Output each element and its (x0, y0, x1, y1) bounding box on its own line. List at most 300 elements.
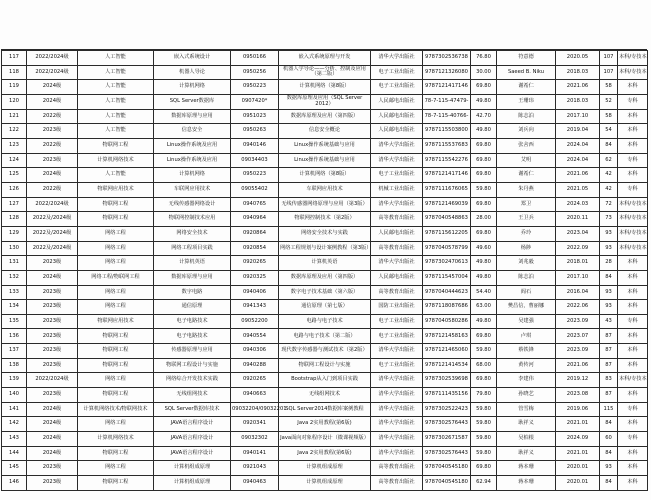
cell-author: 朱丹燕 (497, 182, 556, 197)
cell-major: 人工智能 (78, 94, 154, 109)
cell-price: 59.80 (471, 402, 497, 417)
table-row (2, 182, 648, 197)
cell-course: 计算机英语 (154, 256, 231, 271)
cell-no: 131 (2, 256, 27, 271)
cell-author: 蔡铁锋 (497, 344, 556, 359)
cell-publisher: 电子工业出版社 (371, 168, 423, 183)
cell-major: 物联网工程 (78, 197, 154, 212)
cell-author: 符意德 (497, 51, 556, 66)
cell-publisher: 高等教育出版社 (371, 461, 423, 476)
cell-c: 87 (600, 344, 618, 359)
cell-major: 物联网工程 (78, 388, 154, 403)
cell-grade: 2022级 (27, 182, 78, 197)
cell-book: Java面向对象程序设计（微课视频版） (279, 432, 371, 447)
table-row (2, 197, 648, 212)
cell-type: 本科 (618, 461, 648, 476)
cell-author: 艾明 (497, 153, 556, 168)
cell-price: 59.80 (471, 432, 497, 447)
cell-course: 数据库原理与应用 (154, 270, 231, 285)
cell-book: 无线传感器网络原理与应用（第3版） (279, 197, 371, 212)
cell-major: 计算机网络技术/物联网技术 (78, 402, 154, 417)
cell-book: 计算机组成原理 (279, 476, 371, 491)
cell-code: 0940964 (231, 212, 279, 227)
cell-major: 网络工程 (78, 461, 154, 476)
cell-isbn: 9787115503800 (423, 124, 471, 139)
cell-publisher: 清华大学出版社 (371, 197, 423, 212)
cell-isbn: 9787302536738 (423, 51, 471, 66)
cell-code: 0950263 (231, 124, 279, 139)
cell-publisher: 高等教育出版社 (371, 241, 423, 256)
cell-no: 146 (2, 476, 27, 491)
cell-grade: 2022及/2024级 (27, 212, 78, 227)
cell-grade: 2024级 (27, 80, 78, 95)
cell-publisher: 国防工业出版社 (371, 300, 423, 315)
cell-course: 信息安全 (154, 124, 231, 139)
cell-price: 69.80 (471, 153, 497, 168)
cell-c: 42 (600, 168, 618, 183)
cell-date: 2018.03 (556, 65, 600, 80)
cell-date: 2021.01 (556, 446, 600, 461)
cell-author: 耿祥义 (497, 446, 556, 461)
cell-grade: 2022/2024级 (27, 65, 78, 80)
cell-grade: 2024级 (27, 432, 78, 447)
cell-course: SQL Server数据库 (154, 94, 231, 109)
cell-book: 网络工程规划与设计案例教程（第3版） (279, 241, 371, 256)
cell-code: 0940306 (231, 344, 279, 359)
cell-grade: 2022/2024级 (27, 51, 78, 66)
cell-major: 网络工程 (78, 417, 154, 432)
cell-c: 42 (600, 182, 618, 197)
cell-code: 0920341 (231, 417, 279, 432)
cell-code: 0920864 (231, 226, 279, 241)
cell-publisher: 清华大学出版社 (371, 402, 423, 417)
table-row (2, 80, 648, 95)
cell-type: 本科 (618, 417, 648, 432)
cell-major: 物联网工程 (78, 344, 154, 359)
cell-major: 人工智能 (78, 168, 154, 183)
cell-major: 人工智能 (78, 51, 154, 66)
cell-type: 本科 (618, 138, 648, 153)
cell-isbn: 9787118087686 (423, 300, 471, 315)
cell-price: 69.80 (471, 329, 497, 344)
cell-book: 数据库原理及应用（第四版） (279, 109, 371, 124)
cell-date: 2020.01 (556, 476, 600, 491)
cell-type: 本科/专技本 (618, 212, 648, 227)
cell-isbn: 9787302576443 (423, 446, 471, 461)
cell-price: 49.80 (471, 314, 497, 329)
cell-date: 2018.01 (556, 256, 600, 271)
cell-author: 黄传河 (497, 358, 556, 373)
cell-code: 09032204/09032201 (231, 402, 279, 417)
cell-date: 2023.09 (556, 344, 600, 359)
cell-type: 本科 (618, 476, 648, 491)
cell-course: 计算机网络 (154, 80, 231, 95)
cell-grade: 2024级 (27, 446, 78, 461)
table-row (2, 432, 648, 447)
cell-no: 121 (2, 109, 27, 124)
cell-grade: 2024级 (27, 94, 78, 109)
cell-author: 刘兆毅 (497, 256, 556, 271)
table-row (2, 446, 648, 461)
cell-major: 物联网工程 (78, 358, 154, 373)
cell-price: 59.80 (471, 182, 497, 197)
cell-isbn: 9787302522423 (423, 402, 471, 417)
cell-c: 54 (600, 124, 618, 139)
cell-course: 通信原理 (154, 300, 231, 315)
table-row (2, 402, 648, 417)
cell-isbn: 9787121469039 (423, 197, 471, 212)
cell-publisher: 高等教育出版社 (371, 212, 423, 227)
cell-c: 58 (600, 109, 618, 124)
cell-grade: 2024级 (27, 270, 78, 285)
cell-grade: 2023级 (27, 300, 78, 315)
cell-no: 143 (2, 432, 27, 447)
cell-isbn: 9787040578799 (423, 241, 471, 256)
cell-course: 计算机网络 (154, 168, 231, 183)
table-row (2, 256, 648, 271)
cell-publisher: 人民邮电出版社 (371, 270, 423, 285)
cell-c: 58 (600, 80, 618, 95)
cell-type: 本科 (618, 446, 648, 461)
cell-grade: 2024级 (27, 168, 78, 183)
cell-price: 28.00 (471, 212, 497, 227)
cell-code: 0921043 (231, 461, 279, 476)
cell-price: 69.80 (471, 461, 497, 476)
cell-type: 本科 (618, 109, 648, 124)
cell-c: 87 (600, 358, 618, 373)
cell-author: 吴建强 (497, 314, 556, 329)
table-row (2, 461, 648, 476)
cell-price: 49.80 (471, 124, 497, 139)
cell-major: 网络工程/物联网工程 (78, 270, 154, 285)
cell-course: 数字电路 (154, 285, 231, 300)
cell-author: 卢琪 (497, 329, 556, 344)
cell-publisher: 清华大学出版社 (371, 344, 423, 359)
cell-no: 122 (2, 124, 27, 139)
table-row (2, 270, 648, 285)
cell-isbn: 9787115537683 (423, 138, 471, 153)
cell-no: 119 (2, 80, 27, 95)
cell-date: 2019.12 (556, 373, 600, 388)
cell-code: 0951023 (231, 109, 279, 124)
cell-book: 物联网控制技术（第2版） (279, 212, 371, 227)
cell-isbn: 78-7-115-47479- (423, 94, 471, 109)
cell-book: 计算机网络（第8版） (279, 168, 371, 183)
cell-course: 计算机组成原理 (154, 461, 231, 476)
cell-course: 无线传感器网络设计 (154, 197, 231, 212)
cell-book: 信息安全概论 (279, 124, 371, 139)
cell-grade: 2023级 (27, 344, 78, 359)
cell-c: 93 (600, 300, 618, 315)
cell-book: Linux操作系统基础与应用 (279, 153, 371, 168)
cell-date: 2016.04 (556, 285, 600, 300)
cell-book: Linux操作系统基础与应用 (279, 138, 371, 153)
cell-type: 本科/专技本 (618, 241, 648, 256)
cell-grade: 2022级 (27, 138, 78, 153)
cell-book: 计算机组成原理 (279, 461, 371, 476)
cell-c: 73 (600, 212, 618, 227)
table-row (2, 124, 648, 139)
table-row (2, 285, 648, 300)
cell-major: 物联网工程 (78, 212, 154, 227)
cell-isbn: 9787040444623 (423, 285, 471, 300)
table-row (2, 358, 648, 373)
cell-code: 0941343 (231, 300, 279, 315)
table-body (2, 51, 648, 491)
cell-c: 87 (600, 388, 618, 403)
cell-c: 84 (600, 446, 618, 461)
cell-type: 本科/专技本 (618, 65, 648, 80)
cell-publisher: 高等教育出版社 (371, 476, 423, 491)
cell-no: 137 (2, 344, 27, 359)
cell-book: 机器人学导论——分析、控制及应用（第二版） (279, 65, 371, 80)
cell-code: 0950166 (231, 51, 279, 66)
table-row (2, 241, 648, 256)
cell-publisher: 人民邮电出版社 (371, 109, 423, 124)
cell-price: 59.80 (471, 344, 497, 359)
cell-code: 09052200 (231, 314, 279, 329)
cell-date: 2023.04 (556, 226, 600, 241)
cell-course: 传感器原理与应用 (154, 344, 231, 359)
cell-date: 2019.04 (556, 124, 600, 139)
cell-type: 专科 (618, 153, 648, 168)
cell-publisher: 人民邮电出版社 (371, 94, 423, 109)
cell-type: 本科 (618, 329, 648, 344)
cell-publisher: 电子工业出版社 (371, 65, 423, 80)
cell-type: 本科 (618, 300, 648, 315)
cell-grade: 2023级 (27, 153, 78, 168)
cell-code: 0940663 (231, 388, 279, 403)
cell-book: 网络安全技术与实践 (279, 226, 371, 241)
cell-price: 54.40 (471, 285, 497, 300)
cell-code: 0920265 (231, 256, 279, 271)
cell-author: 孙晓艺 (497, 388, 556, 403)
cell-price: 49.60 (471, 241, 497, 256)
table-row (2, 314, 648, 329)
cell-course: 物联网工程设计与实施 (154, 358, 231, 373)
cell-price: 63.00 (471, 300, 497, 315)
cell-code: 0950223 (231, 168, 279, 183)
cell-publisher: 清华大学出版社 (371, 388, 423, 403)
cell-type: 本科 (618, 124, 648, 139)
cell-isbn: 9787302576443 (423, 417, 471, 432)
cell-price: 69.80 (471, 373, 497, 388)
cell-author: 刘兵向 (497, 124, 556, 139)
cell-major: 物联网应用技术 (78, 182, 154, 197)
table-row (2, 94, 648, 109)
cell-course: 机器人导论 (154, 65, 231, 80)
cell-course: 数据库原理与应用 (154, 109, 231, 124)
cell-type: 本科 (618, 358, 648, 373)
cell-date: 2024.04 (556, 153, 600, 168)
cell-type: 本科 (618, 285, 648, 300)
cell-publisher: 机械工业出版社 (371, 182, 423, 197)
cell-isbn: 9787040545180 (423, 476, 471, 491)
cell-c: 115 (600, 402, 618, 417)
cell-date: 2023.07 (556, 329, 600, 344)
cell-author: 王卫兵 (497, 212, 556, 227)
cell-isbn: 9787121326080 (423, 65, 471, 80)
cell-major: 人工智能 (78, 80, 154, 95)
cell-course: JAVA语言程序设计 (154, 446, 231, 461)
cell-code: 0940146 (231, 138, 279, 153)
cell-date: 2022.06 (556, 300, 600, 315)
cell-major: 计算机网络技术 (78, 153, 154, 168)
cell-date: 2021.01 (556, 417, 600, 432)
cell-publisher: 人民邮电出版社 (371, 226, 423, 241)
cell-price: 49.80 (471, 256, 497, 271)
cell-publisher: 电子工业出版社 (371, 329, 423, 344)
cell-price: 69.80 (471, 197, 497, 212)
cell-code: 0920265 (231, 373, 279, 388)
cell-author: 李建伟 (497, 373, 556, 388)
cell-c: 93 (600, 226, 618, 241)
cell-course: 车联网应用技术 (154, 182, 231, 197)
cell-major: 网络工程 (78, 241, 154, 256)
cell-author: Saeed B. Niku (497, 65, 556, 80)
table-row (2, 373, 648, 388)
cell-type: 专科 (618, 94, 648, 109)
cell-course: 嵌入式系统设计 (154, 51, 231, 66)
cell-date: 2017.10 (556, 109, 600, 124)
cell-isbn: 9787121458163 (423, 329, 471, 344)
cell-c: 84 (600, 138, 618, 153)
cell-code: 0940141 (231, 446, 279, 461)
cell-type: 专科 (618, 432, 648, 447)
cell-price: 68.00 (471, 358, 497, 373)
cell-type: 本科 (618, 256, 648, 271)
cell-no: 136 (2, 329, 27, 344)
cell-price: 69.80 (471, 80, 497, 95)
cell-c: 84 (600, 417, 618, 432)
cell-isbn: 9787302539698 (423, 373, 471, 388)
cell-grade: 2023级 (27, 314, 78, 329)
table-row (2, 476, 648, 491)
cell-date: 2022.09 (556, 241, 600, 256)
cell-major: 网络工程 (78, 256, 154, 271)
cell-major: 网络工程 (78, 373, 154, 388)
cell-grade: 2023级 (27, 329, 78, 344)
cell-publisher: 清华大学出版社 (371, 417, 423, 432)
cell-grade: 2024级 (27, 402, 78, 417)
cell-course: 无线组网技术 (154, 388, 231, 403)
cell-book: 物联网工程设计与实施 (279, 358, 371, 373)
table-row (2, 51, 648, 66)
cell-grade: 2022/2024级 (27, 197, 78, 212)
cell-no: 135 (2, 314, 27, 329)
table-row (2, 417, 648, 432)
cell-book: SQL Server2014数据库案例教程 (279, 402, 371, 417)
cell-code: 0940765 (231, 197, 279, 212)
cell-code: 09055402 (231, 182, 279, 197)
cell-isbn: 9787115612205 (423, 226, 471, 241)
cell-publisher: 清华大学出版社 (371, 256, 423, 271)
cell-author: 管雪梅 (497, 402, 556, 417)
cell-grade: 2022及/2024级 (27, 241, 78, 256)
cell-book: 无线组网技术 (279, 388, 371, 403)
cell-author: 阎石 (497, 285, 556, 300)
cell-price: 62.94 (471, 476, 497, 491)
cell-course: SQL Server数据库技术 (154, 402, 231, 417)
cell-publisher: 清华大学出版社 (371, 446, 423, 461)
cell-date: 2021.05 (556, 182, 600, 197)
cell-c: 84 (600, 476, 618, 491)
cell-book: Bootstrap从入门到项目实践 (279, 373, 371, 388)
table-row (2, 65, 648, 80)
cell-price: 76.80 (471, 51, 497, 66)
cell-c: 107 (600, 51, 618, 66)
cell-type: 本科/专技本 (618, 373, 648, 388)
table-row (2, 138, 648, 153)
cell-major: 物联网工程 (78, 138, 154, 153)
cell-code: 09032302 (231, 432, 279, 447)
cell-course: 网络工程项目实践 (154, 241, 231, 256)
cell-author: 杨陟 (497, 241, 556, 256)
cell-type: 本科/专技本 (618, 197, 648, 212)
cell-book: 电路与电子技术 (279, 314, 371, 329)
cell-isbn: 9787040580286 (423, 314, 471, 329)
cell-price: 69.80 (471, 226, 497, 241)
table-row (2, 388, 648, 403)
cell-grade: 2023级 (27, 285, 78, 300)
cell-no: 141 (2, 402, 27, 417)
cell-major: 网络工程 (78, 300, 154, 315)
cell-isbn: 9787111676065 (423, 182, 471, 197)
cell-date: 2021.06 (556, 168, 600, 183)
table-row (2, 212, 648, 227)
cell-no: 130 (2, 241, 27, 256)
cell-isbn: 9787121417146 (423, 168, 471, 183)
cell-grade: 2023级 (27, 461, 78, 476)
cell-publisher: 清华大学出版社 (371, 153, 423, 168)
table-row (2, 329, 648, 344)
cell-date: 2021.06 (556, 358, 600, 373)
cell-major: 物联网工程 (78, 329, 154, 344)
cell-grade: 2022/2024级 (27, 373, 78, 388)
cell-author: 蒋本珊 (497, 476, 556, 491)
cell-c: 52 (600, 94, 618, 109)
cell-date: 2018.03 (556, 94, 600, 109)
cell-major: 网络工程 (78, 285, 154, 300)
cell-no: 129 (2, 226, 27, 241)
cell-no: 142 (2, 417, 27, 432)
cell-type: 专科 (618, 314, 648, 329)
cell-book: Java 2实用教程(第6版) (279, 446, 371, 461)
cell-c: 93 (600, 285, 618, 300)
cell-isbn: 9787115542276 (423, 153, 471, 168)
cell-date: 2021.06 (556, 80, 600, 95)
cell-author: 谢希仁 (497, 168, 556, 183)
cell-code: 0940406 (231, 285, 279, 300)
cell-code: 09034403 (231, 153, 279, 168)
cell-type: 本科 (618, 344, 648, 359)
cell-book: 计算机英语 (279, 256, 371, 271)
cell-isbn: 9787115457004 (423, 270, 471, 285)
cell-book: Java 2实用教程(第6版) (279, 417, 371, 432)
cell-grade: 2023级 (27, 256, 78, 271)
cell-no: 118 (2, 65, 27, 80)
cell-date: 2024.03 (556, 197, 600, 212)
cell-date: 2020.01 (556, 461, 600, 476)
cell-c: 93 (600, 461, 618, 476)
cell-book: 数据库原理及应用（SQL Server 2012） (279, 94, 371, 109)
cell-c: 107 (600, 65, 618, 80)
cell-code: 0920854 (231, 241, 279, 256)
cell-c: 83 (600, 373, 618, 388)
cell-price: 49.80 (471, 94, 497, 109)
cell-major: 计算机网络技术 (78, 432, 154, 447)
cell-code: 0950223 (231, 80, 279, 95)
